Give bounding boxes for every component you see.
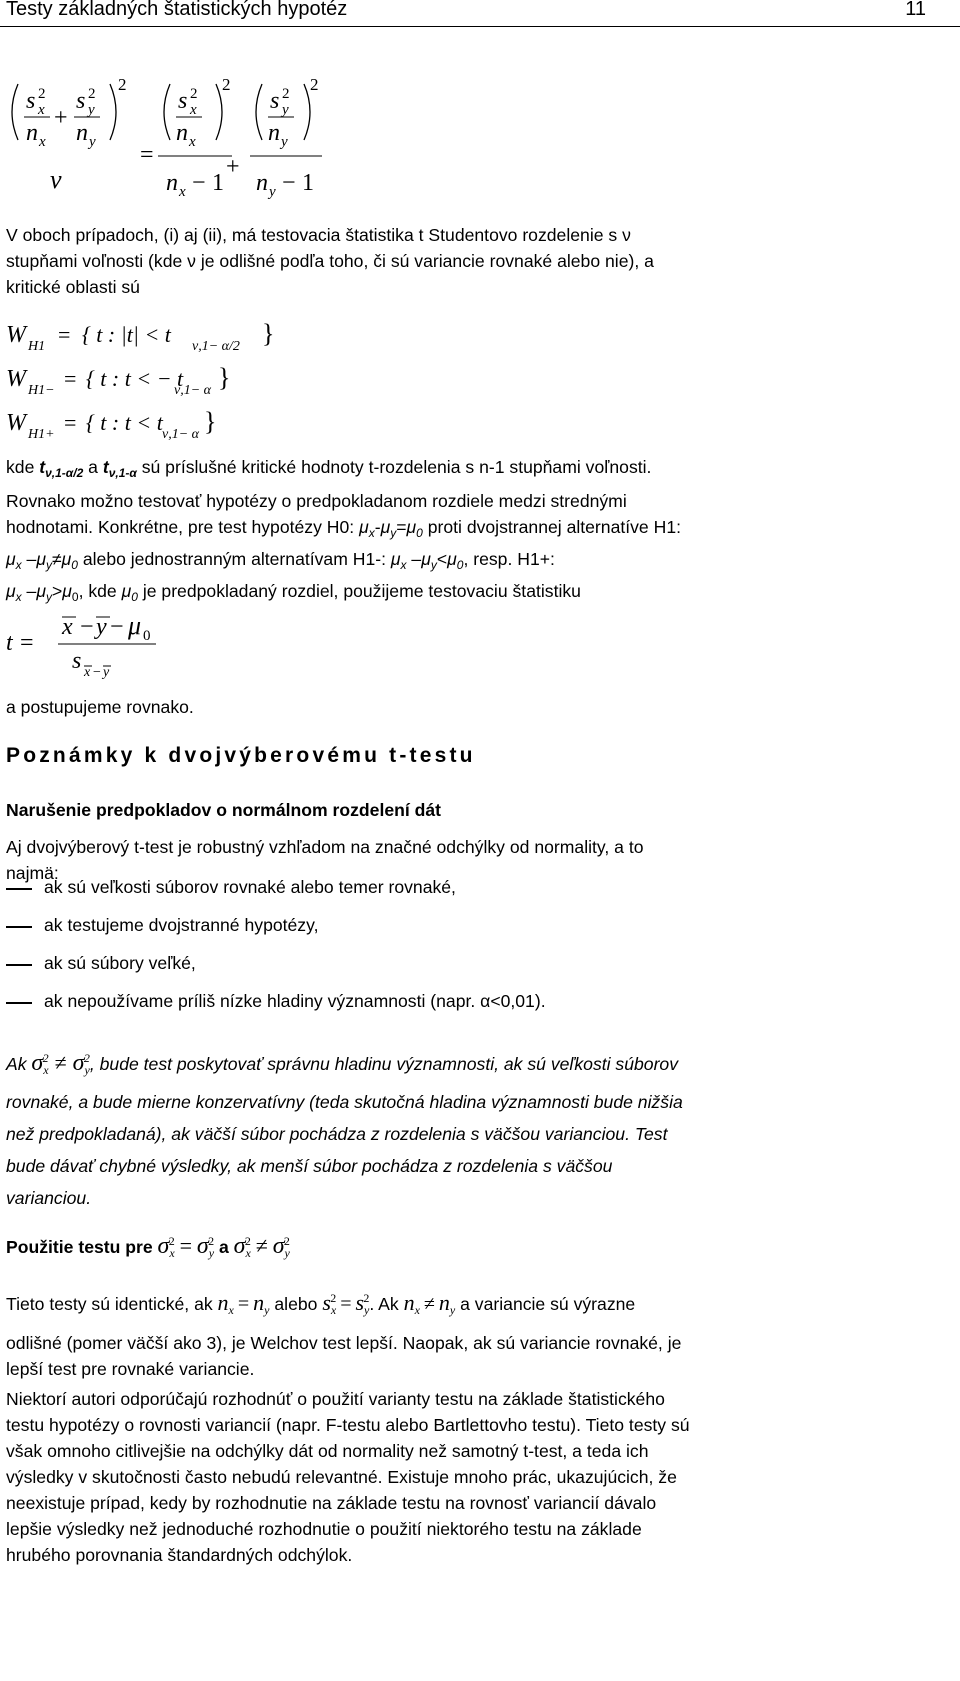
- ny-bottom-sub: y: [269, 184, 276, 200]
- sy-sub: y: [88, 102, 95, 118]
- subsection-title: Narušenie predpokladov o normálnom rozdelení dát: [6, 800, 442, 820]
- sy2-num: s: [270, 88, 280, 114]
- sigma-sub: x: [169, 1246, 175, 1260]
- sub-y: y: [430, 558, 437, 572]
- w1-set-sub: ν,1− α/2: [192, 339, 240, 354]
- t-mu-sub: 0: [143, 628, 151, 644]
- n-var: n: [438, 1290, 450, 1315]
- ny-den-sub: y: [89, 134, 96, 150]
- sq-1: 2: [118, 75, 127, 94]
- w2-eq: =: [64, 366, 77, 391]
- sub-x: x: [400, 558, 407, 572]
- w3-sub: H1+: [28, 427, 55, 442]
- w1-eq: =: [58, 322, 71, 347]
- para-diff: [6, 488, 946, 610]
- sub-y: y: [449, 1303, 456, 1317]
- sup-2: 2: [363, 1291, 370, 1305]
- sx2-num: s: [178, 88, 188, 114]
- w2-sub: H1−: [28, 383, 55, 398]
- t-ybar: y: [96, 614, 107, 640]
- para-authors: [6, 1386, 946, 1568]
- sq-2: 2: [222, 75, 231, 94]
- sub-0: 0: [131, 590, 138, 604]
- para-diff-l3b: alebo jednostranným alternatívam H1-:: [77, 549, 391, 569]
- w1-close: }: [262, 319, 275, 348]
- use-heading-a: a: [218, 1237, 229, 1257]
- sub-x: x: [228, 1303, 234, 1317]
- nx-den-sub: x: [39, 134, 46, 150]
- para-identical: [6, 1282, 946, 1382]
- eq: =: [179, 1233, 193, 1258]
- kde-t2: t: [102, 457, 109, 477]
- eq: =: [340, 1293, 352, 1315]
- para-diff-l4b: , kde: [78, 581, 122, 601]
- bullet-item: ak sú súbory veľké,: [44, 953, 196, 973]
- para-df-line2: stupňami voľnosti (kde ν je odlišné podľa toho, či sú variancie rovnaké alebo nie), a: [6, 251, 654, 271]
- sy-num: s: [76, 88, 86, 114]
- sigma: σ: [72, 1050, 85, 1076]
- bullet-item: ak sú veľkosti súborov rovnaké alebo temer rovnaké,: [44, 877, 456, 897]
- sigma-sup: 2: [83, 1051, 90, 1065]
- neq: ≠: [423, 1293, 435, 1315]
- sigma-sub: y: [208, 1246, 215, 1260]
- sub-0: 0: [71, 558, 78, 572]
- t-mu: μ: [128, 611, 142, 640]
- t-xbar: x: [62, 614, 73, 640]
- sy2-sup: 2: [282, 86, 290, 102]
- kde-post: sú príslušné kritické hodnoty t-rozdelenia s n-1 stupňami voľnosti.: [136, 457, 652, 477]
- unequal-l5: varianciou.: [6, 1188, 92, 1208]
- authors-l2: testu hypotézy o rovnosti variancií (napr. F-testu alebo Bartlettovho testu). Tieto testy sú: [6, 1415, 690, 1435]
- eq: =: [237, 1293, 250, 1315]
- sq-3: 2: [310, 75, 319, 94]
- sup-2: 2: [330, 1291, 337, 1305]
- nx-bottom: n: [166, 170, 178, 196]
- use-heading: [6, 1226, 290, 1268]
- sigma-sup: 2: [208, 1234, 215, 1248]
- w3-set: { t : t < t: [86, 410, 163, 435]
- authors-l4: výsledky v skutočnosti často nebudú relevantné. Existuje mnoho prác, ukazujúcich, že: [6, 1467, 677, 1487]
- t-eq: =: [20, 630, 34, 656]
- w2: W: [6, 366, 26, 392]
- para-diff-l3: $\mu_x$ $-\mu_y\ne\mu_0$ alebo jednostranným alternatívam H1-: $\mu_x$ $-\mu_y<\mu_0$, resp. H1+:: [6, 549, 555, 572]
- unequal-l1: [6, 1042, 946, 1086]
- page-header: [0, 0, 960, 27]
- mu: μ: [390, 549, 401, 569]
- t-s: s: [72, 648, 82, 674]
- one-2: 1: [302, 170, 314, 196]
- t-s-suby: y: [103, 665, 110, 680]
- s-var: s: [355, 1290, 365, 1315]
- authors-l6: lepšie výsledky než jednoduché rozhodnutie o použití niektorého testu na základe: [6, 1519, 642, 1539]
- mu: μ: [61, 549, 72, 569]
- bullet-item: ak testujeme dvojstranné hypotézy,: [44, 915, 319, 935]
- robust-l2: najmä:: [6, 863, 59, 883]
- ny2-den-sub: y: [281, 134, 288, 150]
- dash-icon: [6, 926, 32, 928]
- plus-1: +: [54, 105, 68, 131]
- dash-icon: [6, 888, 32, 890]
- w3-set-sub: ν,1− α: [162, 427, 200, 442]
- w3: W: [6, 410, 26, 436]
- identical-l1d: a variancie sú výrazne: [455, 1294, 636, 1314]
- sub-y: y: [264, 1303, 270, 1317]
- unequal-ak: Ak: [6, 1054, 32, 1074]
- mu: μ: [121, 581, 132, 601]
- para-diff-l2: hodnotami. Konkrétne, pre test hypotézy H0: $\mu_x-\mu_y=\mu_0$ proti dvojstrannej alternatíve H1:: [6, 517, 681, 540]
- nx-den: n: [26, 120, 38, 146]
- dash-icon: [6, 964, 32, 966]
- t-var: t: [6, 630, 13, 656]
- para-df-line1: V oboch prípadoch, (i) aj (ii), má testovacia štatistika t Studentovo rozdelenie s ν: [6, 225, 631, 245]
- para-df: [6, 222, 946, 300]
- sub-x: x: [15, 590, 22, 604]
- nx2-den: n: [176, 120, 188, 146]
- n-var: n: [217, 1290, 229, 1315]
- mu: μ: [421, 549, 431, 569]
- para-diff-l4: $\mu_x$ $-\mu_y>\mu_0$, kde $\mu_0$ je predpokladaný rozdiel, použijeme testovaciu štatistiku: [6, 581, 581, 604]
- nx2-den-sub: x: [189, 134, 196, 150]
- s-var: s: [322, 1290, 331, 1315]
- sub-0: 0: [416, 526, 423, 540]
- kde-mid: a: [83, 457, 103, 477]
- paren-right-1: [110, 84, 116, 140]
- ny-den: n: [76, 120, 88, 146]
- mu: μ: [359, 517, 369, 537]
- sub-x: x: [15, 558, 22, 572]
- sy2-sub: y: [282, 102, 289, 118]
- para-unequal: [6, 1042, 946, 1214]
- dash-icon: [6, 1002, 32, 1004]
- sub-y: y: [45, 558, 52, 572]
- sx2-sub: x: [190, 102, 197, 118]
- kde-t2-sub: ν,1-α: [108, 466, 137, 480]
- mu: μ: [6, 581, 16, 601]
- t-s-subminus: −: [93, 665, 101, 680]
- para-df-line3: kritické oblasti sú: [6, 277, 140, 297]
- w3-close: }: [204, 407, 217, 436]
- sigma: σ: [196, 1233, 209, 1259]
- n-var: n: [403, 1290, 415, 1315]
- identical-l1c: . Ak: [369, 1294, 404, 1314]
- authors-l1: Niektorí autori odporúčajú rozhodnúť o použití varianty testu na základe štatistického: [6, 1389, 665, 1409]
- w2-close: }: [218, 363, 231, 392]
- w2-set-sub: ν,1− α: [174, 383, 212, 398]
- kde-line: [6, 454, 946, 486]
- identical-l2: odlišné (pomer väčší ako 3), je Welchov test lepší. Naopak, ak sú variancie rovnaké, je: [6, 1333, 682, 1353]
- kde-t1-sub: ν,1-α/2: [45, 466, 84, 480]
- ny2-den: n: [268, 120, 280, 146]
- identical-l3: lepší test pre rovnaké variancie.: [6, 1359, 255, 1379]
- para-diff-l2a: hodnotami. Konkrétne, pre test hypotézy H0:: [6, 517, 360, 537]
- sub-0: 0: [71, 590, 79, 604]
- df-formula: [0, 70, 340, 210]
- one-1: 1: [212, 170, 224, 196]
- kde-t1: t: [39, 457, 46, 477]
- page-number: 11: [905, 0, 926, 20]
- sigma: σ: [31, 1050, 44, 1076]
- sigma-sub: x: [245, 1246, 251, 1260]
- sx-num: s: [26, 88, 36, 114]
- para-diff-l1: Rovnako možno testovať hypotézy o predpokladanom rozdiele medzi strednými: [6, 491, 627, 511]
- unequal-l4: bude dávať chybné výsledky, ak menší súbor pochádza z rozdelenia s väčšou: [6, 1156, 613, 1176]
- mu: μ: [62, 581, 72, 601]
- sigma-sup: 2: [244, 1234, 251, 1248]
- robust-l1: Aj dvojvýberový t-test je robustný vzhľadom na značné odchýlky od normality, a to: [6, 837, 644, 857]
- sub-0: 0: [456, 558, 464, 572]
- sx2-sup: 2: [190, 86, 198, 102]
- sigma-sup: 2: [168, 1234, 175, 1248]
- w3-eq: =: [64, 410, 77, 435]
- t-statistic-formula: [0, 604, 200, 684]
- kde-pre: kde: [6, 457, 40, 477]
- equals: =: [140, 142, 154, 168]
- authors-l7: hrubého porovnania štandardných odchýlok.: [6, 1545, 353, 1565]
- minus-1: −: [192, 170, 206, 196]
- section-title: Poznámky k dvojvýberovému t-testu: [6, 744, 476, 767]
- nx-bottom-sub: x: [179, 184, 186, 200]
- sigma-sub: y: [84, 1063, 90, 1077]
- mu: μ: [380, 517, 391, 537]
- nu-symbol: ν: [50, 165, 62, 194]
- sub-x: x: [368, 526, 375, 540]
- authors-l5: neexistuje prípad, kedy by rozhodnutie na základe testu na rovnosť variancií dávalo: [6, 1493, 657, 1513]
- identical-l1a: Tieto testy sú identické, ak: [6, 1294, 218, 1314]
- neq: ≠: [255, 1233, 268, 1258]
- sub-x: x: [414, 1303, 420, 1317]
- plus-2: +: [226, 154, 240, 180]
- sx-sub: x: [38, 102, 45, 118]
- mu: μ: [6, 549, 16, 569]
- w1: W: [6, 322, 26, 348]
- after-tstat: a postupujeme rovnako.: [6, 697, 194, 717]
- mu: μ: [36, 549, 46, 569]
- minus-2: −: [282, 170, 296, 196]
- use-heading-text: Použitie testu pre: [6, 1237, 153, 1257]
- sigma-sup: 2: [42, 1051, 49, 1065]
- mu: μ: [36, 581, 46, 601]
- sigma: σ: [272, 1233, 285, 1259]
- sigma: σ: [157, 1233, 170, 1259]
- sub-y: y: [364, 1303, 370, 1317]
- para-diff-l2b: proti dvojstrannej alternatíve H1:: [422, 517, 681, 537]
- header-title: Testy základných štatistických hypotéz: [6, 0, 348, 20]
- sigma-sub: x: [43, 1063, 49, 1077]
- w1-sub: H1: [28, 339, 46, 354]
- sigma: σ: [233, 1233, 246, 1259]
- sx-sup: 2: [38, 86, 46, 102]
- sub-x: x: [330, 1303, 337, 1317]
- para-diff-l3c: , resp. H1+:: [463, 549, 555, 569]
- mu: μ: [447, 549, 457, 569]
- t-minus: −: [80, 614, 94, 640]
- unequal-l2: rovnaké, a bude mierne konzervatívny (teda skutočná hladina významnosti bude nižšia: [6, 1092, 683, 1112]
- w2-set: { t : t < − t: [86, 366, 184, 391]
- mu: μ: [406, 517, 417, 537]
- paren-left-1: [12, 84, 18, 140]
- critical-regions: [0, 308, 300, 442]
- bullet-item: ak nepoužívame príliš nízke hladiny významnosti (napr. α<0,01).: [44, 991, 546, 1011]
- unequal-l1-rest: , bude test poskytovať správnu hladinu významnosti, ak sú veľkosti súborov: [89, 1054, 679, 1074]
- sub-y: y: [45, 590, 52, 604]
- identical-l1: [6, 1282, 946, 1326]
- identical-l1b: alebo: [269, 1294, 323, 1314]
- sy-sup: 2: [88, 86, 96, 102]
- w1-set: { t : |t| < t: [82, 322, 171, 347]
- ny-bottom: n: [256, 170, 268, 196]
- para-diff-l4c: je predpokladaný rozdiel, použijeme testovaciu štatistiku: [137, 581, 581, 601]
- neq: ≠: [54, 1050, 67, 1075]
- sub-y: y: [390, 526, 397, 540]
- n-var: n: [253, 1290, 265, 1315]
- sigma-sub: y: [284, 1246, 290, 1260]
- t-s-subx: x: [84, 665, 91, 680]
- t-minus-2: −: [110, 614, 124, 640]
- sigma-sup: 2: [283, 1234, 290, 1248]
- unequal-l3: než predpokladaná), ak väčší súbor pochádza z rozdelenia s väčšou varianciou. Test: [6, 1124, 668, 1144]
- authors-l3: však omnoho citlivejšie na odchýlky dát od normality než samotný t-test, a teda ich: [6, 1441, 649, 1461]
